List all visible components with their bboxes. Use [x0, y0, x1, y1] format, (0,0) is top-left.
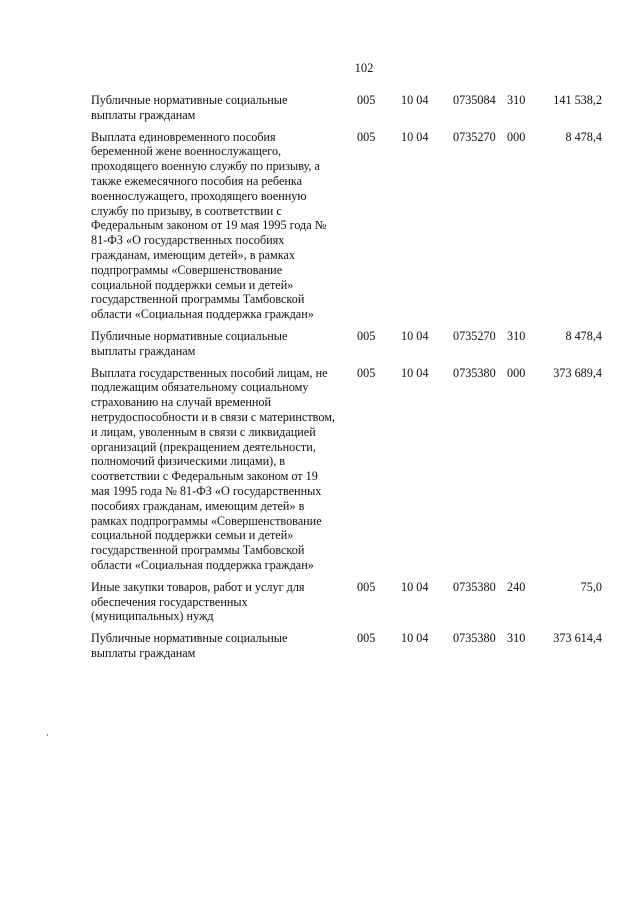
- row-expense-type: 000: [507, 129, 526, 144]
- table-row: [91, 366, 602, 580]
- row-section-code: 10 04: [401, 631, 429, 646]
- row-ministry-code: 005: [357, 631, 376, 646]
- row-expense-type: 000: [507, 365, 526, 380]
- row-ministry-code: 005: [357, 129, 376, 144]
- table-row: [91, 631, 602, 668]
- row-amount: 8 478,4: [565, 328, 602, 343]
- table-row: [91, 580, 602, 631]
- table-row: [91, 329, 602, 366]
- row-expense-type: 310: [507, 93, 526, 107]
- row-section-code: 10 04: [401, 579, 429, 594]
- row-amount: 373 614,4: [553, 631, 602, 646]
- row-section-code: 10 04: [401, 93, 429, 107]
- page-number: 102: [354, 61, 374, 75]
- row-amount: 8 478,4: [565, 129, 602, 144]
- row-ministry-code: 005: [357, 365, 376, 380]
- row-expense-type: 310: [507, 631, 526, 646]
- table-row: [91, 93, 602, 130]
- row-target-code: 0735380: [453, 631, 496, 646]
- scan-speck: [47, 734, 48, 736]
- row-expense-type: 240: [507, 579, 526, 594]
- row-target-code: 0735270: [453, 129, 496, 144]
- table-row: [91, 130, 602, 329]
- row-target-code: 0735380: [453, 365, 496, 380]
- row-expense-type: 310: [507, 328, 526, 343]
- row-amount: 75,0: [580, 579, 602, 594]
- row-ministry-code: 005: [357, 93, 376, 107]
- row-amount: 373 689,4: [553, 365, 602, 380]
- row-target-code: 0735270: [453, 328, 496, 343]
- row-description: Публичные нормативные социальные выплаты гражданам: [91, 631, 288, 660]
- row-target-code: 0735380: [453, 579, 496, 594]
- row-ministry-code: 005: [357, 328, 376, 343]
- row-section-code: 10 04: [401, 129, 429, 144]
- row-description: Выплата единовременного пособия беременной жене военнослужащего, проходящего военную службу по призыву, а также ежемесячного пособия на ребенка военнослужащего, проходящего военную службу по призыву, в соответствии с Федеральным законом от 19 мая 1995 года № 81-ФЗ «О государственных пособиях гражданам, имеющим детей», в рамках подпрограммы «Совершенствование социальной поддержки семьи и детей» государственной программы Тамбовской области «Социальная поддержка граждан»: [91, 129, 327, 322]
- row-ministry-code: 005: [357, 579, 376, 594]
- row-target-code: 0735084: [453, 93, 496, 107]
- row-amount: 141 538,2: [553, 93, 602, 107]
- row-description: Публичные нормативные социальные выплаты гражданам: [91, 328, 288, 358]
- row-section-code: 10 04: [401, 365, 429, 380]
- row-description: Публичные нормативные социальные выплаты гражданам: [91, 93, 288, 122]
- row-description: Выплата государственных пособий лицам, не подлежащим обязательному социальному страхованию на случай временной нетрудоспособности и в связи с материнством, и лицам, уволенным в связи с ликвидацией организаций (прекращением деятельности, полномочий физическими лицами), в соответствии с Федеральным законом от 19 мая 1995 года № 81-ФЗ «О государственных пособиях гражданам, имеющим детей» в рамках подпрограммы «Совершенствование социальной поддержки семьи и детей» государственной программы Тамбовской области «Социальная поддержка граждан»: [91, 365, 335, 572]
- row-section-code: 10 04: [401, 328, 429, 343]
- row-description: Иные закупки товаров, работ и услуг для обеспечения государственных (муниципальных) нужд: [91, 579, 305, 624]
- budget-table: [91, 93, 602, 668]
